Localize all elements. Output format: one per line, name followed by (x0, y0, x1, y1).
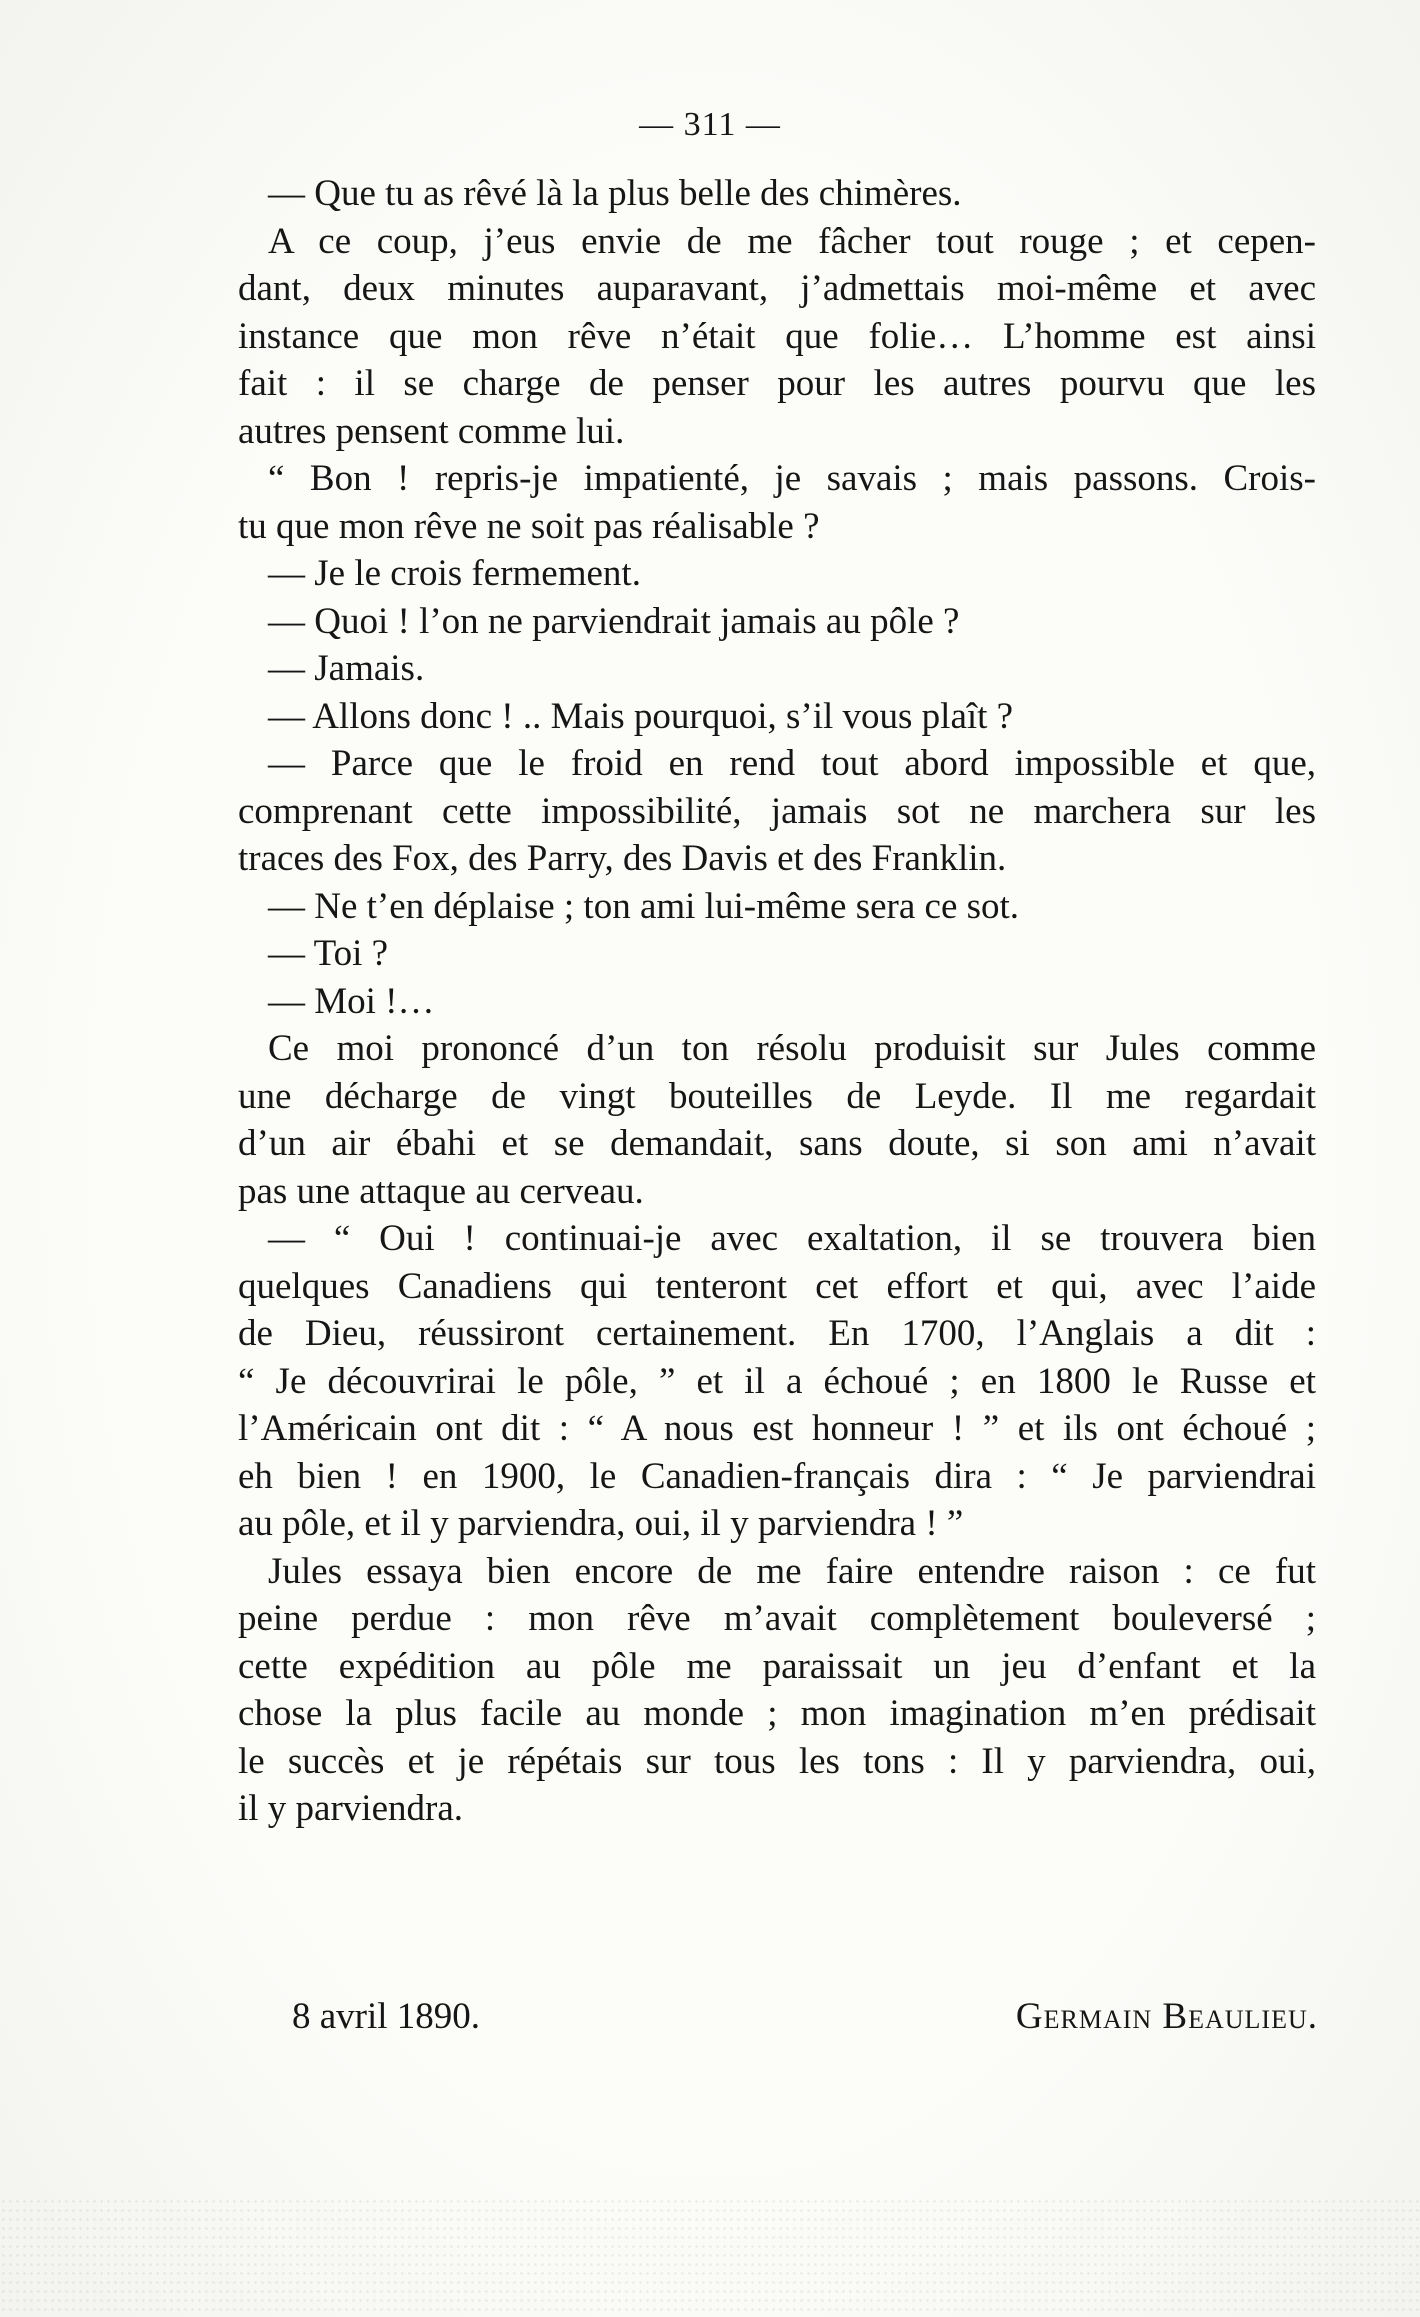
text-line: chose la plus facile au monde ; mon imagination m’en prédisait (238, 1693, 1316, 1734)
scan-noise (0, 2197, 1420, 2317)
text-line: une décharge de vingt bouteilles de Leyde. Il me regardait (238, 1075, 1316, 1117)
text-line: — Ne t’en déplaise ; ton ami lui-même sera ce sot. (268, 885, 1020, 927)
text-line: fait : il se charge de penser pour les autres pourvu que les (238, 363, 1316, 404)
text-line: A ce coup, j’eus envie de me fâcher tout rouge ; et cepen- (268, 220, 1316, 262)
page-number: — 311 — (639, 106, 781, 143)
text-line: traces des Fox, des Parry, des Davis et des Franklin. (238, 838, 1007, 879)
text-line: il y parviendra. (238, 1788, 463, 1829)
text-line: autres pensent comme lui. (238, 410, 625, 452)
text-line: d’un air ébahi et se demandait, sans doute, si son ami n’avait (238, 1123, 1316, 1164)
text-line: quelques Canadiens qui tenteront cet effort et qui, avec l’aide (238, 1265, 1316, 1307)
text-line: dant, deux minutes auparavant, j’admettais moi-même et avec (238, 268, 1316, 309)
text-line: — Allons donc ! .. Mais pourquoi, s’il vous plaît ? (268, 695, 1014, 737)
text-line: au pôle, et il y parviendra, oui, il y parviendra ! ” (238, 1503, 964, 1544)
text-line: — Jamais. (268, 648, 425, 689)
text-line: peine perdue : mon rêve m’avait complètement bouleversé ; (238, 1598, 1316, 1639)
text-line: — “ Oui ! continuai-je avec exaltation, il se trouvera bien (268, 1218, 1316, 1259)
text-line: le succès et je répétais sur tous les tons : Il y parviendra, oui, (238, 1740, 1316, 1782)
signature-line (292, 1995, 1318, 2045)
text-line: comprenant cette impossibilité, jamais sot ne marchera sur les (238, 790, 1316, 832)
text-line: “ Je découvrirai le pôle, ” et il a échoué ; en 1800 le Russe et (238, 1360, 1316, 1402)
text-line: “ Bon ! repris-je impatienté, je savais ; mais passons. Crois- (268, 458, 1316, 499)
text-line: — Parce que le froid en rend tout abord impossible et que, (268, 743, 1316, 784)
text-line: de Dieu, réussiront certainement. En 1700, l’Anglais a dit : (238, 1313, 1316, 1354)
text-line: Ce moi prononcé d’un ton résolu produisit sur Jules comme (268, 1028, 1316, 1069)
text-line: — Moi !… (268, 980, 435, 1022)
body-text (238, 170, 1316, 1833)
text-line: — Je le crois fermement. (268, 553, 641, 594)
text-line: instance que mon rêve n’était que folie… L’homme est ainsi (238, 315, 1316, 357)
text-line: l’Américain ont dit : “ A nous est honneur ! ” et ils ont échoué ; (238, 1408, 1316, 1449)
text-line: tu que mon rêve ne soit pas réalisable ? (238, 505, 820, 547)
text-line: — Toi ? (268, 933, 389, 974)
text-line: — Quoi ! l’on ne parviendrait jamais au pôle ? (268, 600, 960, 642)
author-signature: Germain Beaulieu. (1015, 1996, 1318, 2037)
text-line: pas une attaque au cerveau. (238, 1170, 644, 1212)
text-line: Jules essaya bien encore de me faire entendre raison : ce fut (268, 1550, 1316, 1592)
text-line: eh bien ! en 1900, le Canadien-français dira : “ Je parviendrai (238, 1455, 1316, 1497)
text-line: cette expédition au pôle me paraissait un jeu d’enfant et la (238, 1645, 1316, 1687)
text-line: — Que tu as rêvé là la plus belle des chimères. (268, 173, 962, 214)
date: 8 avril 1890. (292, 1996, 481, 2037)
